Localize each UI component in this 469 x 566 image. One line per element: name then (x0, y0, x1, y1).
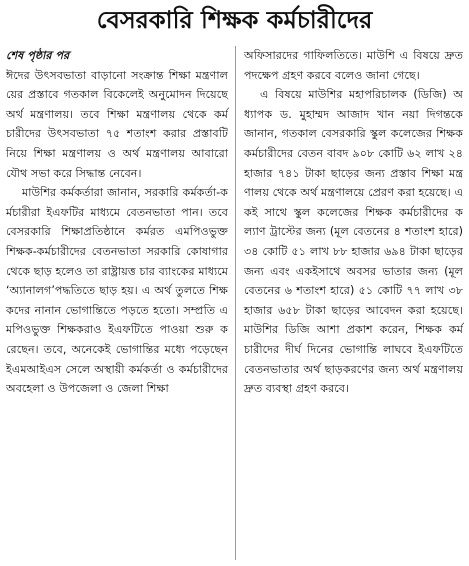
paragraph: অফিসারদের গাফিলতিতে। মাউশি এ বিষয়ে দ্রুত পদক্ষেপ গ্রহণ করবে বলেও জানা গেছে। (244, 49, 463, 82)
left-column (6, 46, 228, 399)
jump-line: শেষ পৃষ্ঠার পর (6, 49, 70, 62)
headline: বেসরকারি শিক্ষক কর্মচারীদের (96, 6, 373, 34)
paragraph: ঈদের উৎসবভাতা বাড়ানো সংক্রান্ত শিক্ষা মন্ত্রণালয়ের প্রস্তাবে গতকাল বিকেলেই অনুমোদন দিয়েছে অর্থ মন্ত্রণালয়। তবে শিক্ষা মন্ত্রণালয় থেকে কর্মচারীদের উৎসবভাতা ৭৫ শতাংশ করার প্রস্তাবটি নিয়ে শিক্ষা মন্ত্রণালয় ও অর্থ মন্ত্রণালয় আবারো যৌথ সভা করে সিদ্ধান্ত নেবেন। (6, 68, 228, 180)
column-divider (235, 46, 236, 560)
paragraph: মাউশির কর্মকর্তারা জানান, সরকারি কর্মকর্তা-কর্মচারীরা ইএফটির মাধ্যমে বেতনভাতা পান। তবে বেসরকারি শিক্ষাপ্রতিষ্ঠানে কর্মরত এমপিওভুক্ত শিক্ষক-কর্মচারীদের বেতনভাতা সরকারি কোষাগার থেকে ছাড় হলেও তা রাষ্ট্রায়ত্ত চার ব্যাংকের মাধ্যমে ‘অ্যানালগ’পদ্ধতিতে ছাড় হয়। এ অর্থ তুলতে শিক্ষকদের নানান ভোগান্তিতে পড়তে হতো। সম্প্রতি এমপিওভুক্ত শিক্ষকরাও ইএফটিতে পাওয়া শুরু করেছেন। তবে, অনেকেই ভোগান্তির মধ্যে পড়েছেন ইএমআইএস সেলে অস্থায়ী কর্মকর্তা ও কর্মচারীদের অবহেলা ও উপজেলা ও জেলা শিক্ষা (6, 186, 228, 396)
paragraph: এ বিষয়ে মাউশির মহাপরিচালক (ডিজি) অধ্যাপক ড. মুহাম্মদ আজাদ খান নয়া দিগন্তকে জানান, গতকাল বেসরকারি স্কুল কলেজের শিক্ষক কর্মচারীদের বেতন বাবদ ৯০৮ কোটি ৬২ লাখ ২৪ হাজার ৭৪১ টাকা ছাড়ের জন্য প্রস্তাব শিক্ষা মন্ত্রণালয় থেকে অর্থ মন্ত্রণালয়ে প্রেরণ করা হয়েছে। একই সাথে স্কুল কলেজের শিক্ষক কর্মচারীদের কল্যাণ ট্রাস্টের জন্য (মূল বেতনের ৪ শতাংশ হারে) ৩৪ কোটি ৫১ লাখ ৮৮ হাজার ৬৯৪ টাকা ছাড়ের জন্য এবং একইসাথে অবসর ভাতার জন্য (মূল বেতনের ৬ শতাংশ হারে) ৫১ কোটি ৭৭ লাখ ৩৮ হাজার ৬৫৮ টাকা ছাড়ের আবেদন করা হয়েছে। মাউশির ডিজি আশা প্রকাশ করেন, শিক্ষক কর্মচারীদের দীর্ঘ দিনের ভোগান্তি লাঘবে ইএফটিতে বেতনভাতার অর্থ ছাড়করণের জন্য অর্থ মন্ত্রণালয় দ্রুত ব্যবস্থা গ্রহণ করবে। (244, 88, 463, 396)
right-column (244, 46, 463, 399)
